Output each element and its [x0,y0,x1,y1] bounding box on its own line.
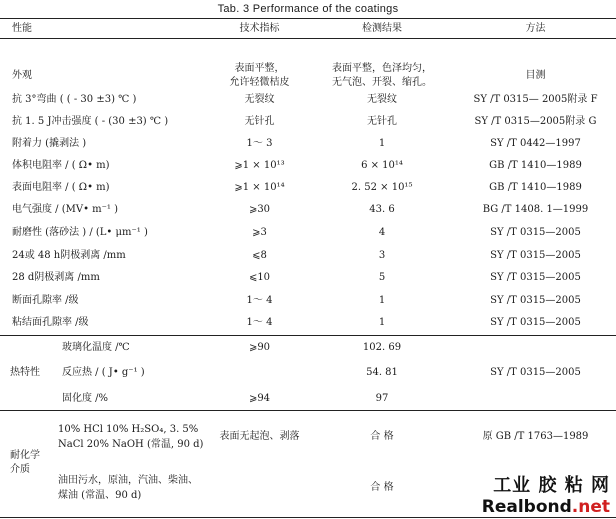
header-property: 性能 [12,23,32,34]
row-spec: 允许轻微桔皮 [229,77,290,88]
row-method: GB /T 1410—1989 [489,182,582,193]
thermal-result: 102. 69 [362,342,402,353]
row-spec: ⩾3 [252,227,267,238]
row-method: SY /T 0315— 2005附录 F [473,94,598,105]
row-property: 耐磨性 (落砂法 ) / (L• μm⁻¹ ) [12,227,148,238]
row-result: 4 [378,227,386,238]
row-spec: 表面平整， [234,63,285,74]
thermal-property: 固化度 /% [62,393,109,404]
watermark-brand: Realbond [481,497,572,517]
row-spec: 1～ 4 [246,295,273,306]
row-result: 1 [378,317,386,328]
chem-result: 合 格 [370,482,394,493]
row-property: 28 d阴极剥离 /mm [12,272,100,283]
bottom-rule [0,517,616,518]
row-spec: 无针孔 [244,116,275,127]
row-result: 3 [378,250,386,261]
row-spec: 1～ 3 [246,138,273,149]
row-spec: 无裂纹 [244,94,275,105]
thermal-property: 反应热 / ( J• g⁻¹ ) [62,367,145,378]
watermark-domain: .net [571,497,610,517]
top-rule [0,18,616,19]
row-method: SY /T 0315—2005 [490,317,581,328]
chem-method: 原 GB /T 1763—1989 [482,431,589,442]
row-spec: ⩾1 × 10¹⁴ [234,182,285,193]
row-property: 电气强度 / (MV• m⁻¹ ) [12,204,119,215]
row-method: SY /T 0315—2005 [490,295,581,306]
chem-spec: 表面无起泡、剥落 [219,431,300,442]
chem-group-label-2: 介质 [10,464,30,475]
row-spec: ⩽8 [252,250,267,261]
row-method: SY /T 0315—2005 [490,272,581,283]
row-result: 1 [378,295,386,306]
chem-property: NaCl 20% NaOH (常温, 90 d) [58,439,204,450]
row-spec: 1～ 4 [246,317,273,328]
thermal-result: 54. 81 [366,367,398,378]
row-result: 6 × 10¹⁴ [361,160,403,171]
chem-property: 10% HCl 10% H₂SO₄, 3. 5% [58,424,199,435]
row-result: 1 [378,138,386,149]
row-spec: ⩾30 [248,204,271,215]
row-property: 表面电阻率 / ( Ω• m) [12,182,110,193]
thermal-method: SY /T 0315—2005 [490,367,581,378]
thermal-top-rule [0,335,616,336]
header-rule [0,38,616,39]
row-property: 24或 48 h阴极剥离 /mm [12,250,126,261]
header-spec: 技术指标 [239,23,280,34]
row-method: SY /T 0315—2005 [490,227,581,238]
row-method: BG /T 1408. 1—1999 [482,204,589,215]
chem-top-rule [0,410,616,411]
thermal-property: 玻璃化温度 /℃ [62,342,130,353]
row-result: 无针孔 [367,116,397,127]
table-caption: Tab. 3 Performance of the coatings [217,3,399,15]
row-result: 表面平整，色泽均匀， [332,63,432,74]
watermark-line1: 工业 胶 粘 网 [493,475,610,496]
row-property: 粘结面孔隙率 /级 [12,317,89,328]
thermal-group-label: 热特性 [10,367,40,378]
row-property: 断面孔隙率 /级 [12,295,79,306]
row-property: 附着力 (撬剥法 ) [12,138,87,149]
chem-group-label-1: 耐化学 [10,450,40,461]
watermark-line2 [482,497,610,517]
chem-property: 煤油 (常温、90 d) [58,490,142,501]
watermark-logo [482,471,610,517]
thermal-spec: ⩾90 [248,342,271,353]
row-property: 抗 1. 5 J冲击强度 ( - (30 ±3) ℃ ) [12,116,169,127]
row-method: SY /T 0315—2005 [490,250,581,261]
row-spec: ⩾1 × 10¹³ [234,160,285,171]
row-property: 抗 3°弯曲 ( ( - 30 ±3) ℃ ) [12,94,137,105]
thermal-spec: ⩾94 [248,393,271,404]
row-result: 无气泡、开裂、缩孔。 [332,77,432,88]
row-property: 体积电阻率 / ( Ω• m) [12,160,110,171]
row-result: 5 [378,272,386,283]
row-method: SY /T 0315—2005附录 G [474,116,597,127]
row-method: 目测 [525,70,546,81]
header-result: 检测结果 [362,23,402,34]
row-method: SY /T 0442—1997 [490,138,581,149]
row-spec: ⩽10 [248,272,271,283]
chem-property: 油田污水，原油，汽油、柴油、 [58,475,198,486]
row-method: GB /T 1410—1989 [489,160,582,171]
row-result: 43. 6 [369,204,395,215]
row-property: 外观 [12,70,32,81]
row-result: 无裂纹 [367,94,397,105]
header-method: 方法 [525,23,546,34]
chem-result: 合 格 [370,431,394,442]
row-result: 2. 52 × 10¹⁵ [351,182,413,193]
thermal-result: 97 [375,393,389,404]
